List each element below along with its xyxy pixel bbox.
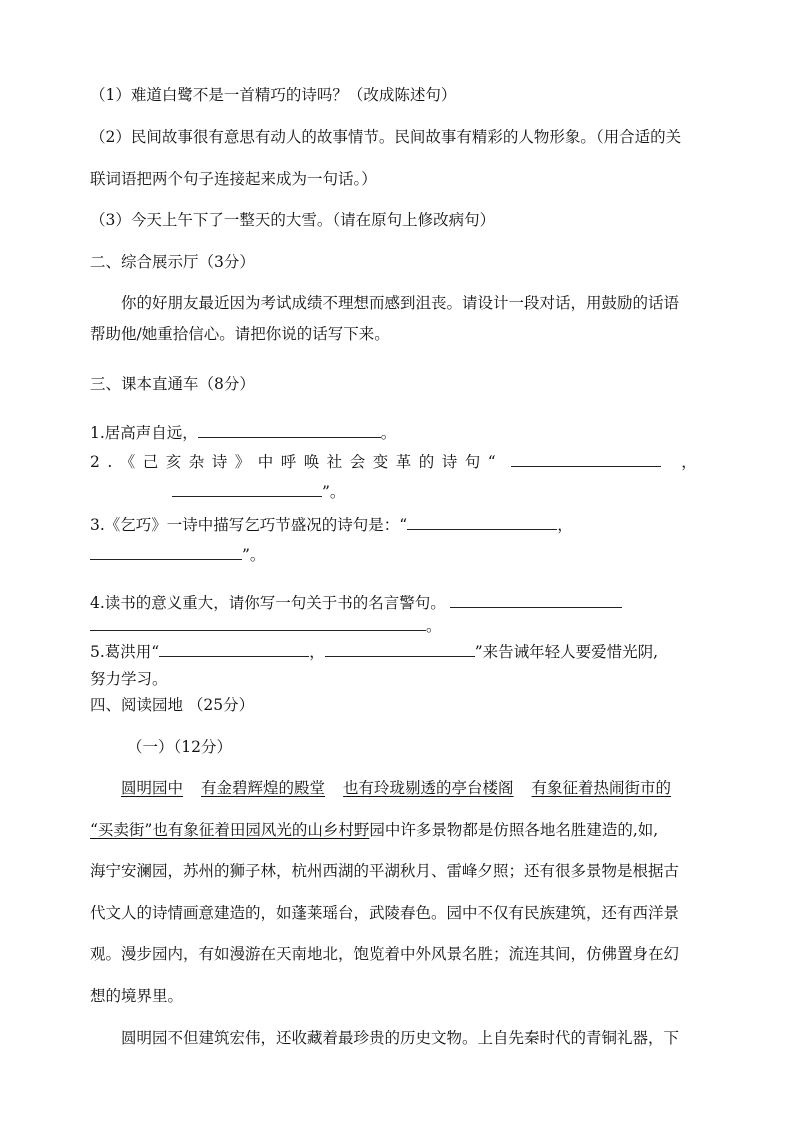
fill-4-blank-1[interactable] — [450, 593, 622, 608]
reading-line-5: 观。漫步园内，有如漫游在天南地北，饱览着中外风景名胜；流连其间，仿佛置身在幻 — [90, 945, 680, 963]
fill-4-prompt: 4.读书的意义重大，请你写一句关于书的名言警句。 — [90, 594, 446, 612]
fill-1-end: 。 — [380, 424, 397, 442]
reading-part-1-heading: （一）（12分） — [127, 738, 232, 756]
fill-item-5 — [90, 642, 658, 661]
fill-5-blank-2[interactable] — [325, 642, 475, 657]
fill-item-5-line-2: 努力学习。 — [90, 670, 168, 688]
fill-5-prompt: 5.葛洪用“ — [90, 643, 160, 661]
fill-item-3-line-2 — [90, 545, 265, 564]
section-4-heading: 四、阅读园地 （25分） — [90, 696, 255, 714]
fill-1-blank[interactable] — [198, 423, 381, 438]
reading-line-1-a: 圆明园中 — [121, 779, 184, 797]
fill-5-blank-1[interactable] — [159, 642, 309, 657]
reading-line-3: 海宁安澜园，苏州的狮子林，杭州西湖的平湖秋月、雷峰夕照；还有很多景物是根据古 — [90, 862, 680, 880]
fill-4-blank-2[interactable] — [90, 616, 426, 631]
section-3-heading: 三、课本直通车（8分） — [90, 375, 255, 393]
fill-4-end: 。 — [426, 617, 442, 635]
fill-3-comma: ， — [557, 516, 573, 534]
section-2-paragraph-line-2: 帮助他/她重拾信心。请把你说的话写下来。 — [90, 325, 390, 343]
fill-1-prompt: 1.居高声自远， — [90, 424, 198, 442]
fill-item-1 — [90, 423, 396, 442]
fill-item-2-line-2 — [172, 482, 345, 501]
fill-item-3 — [90, 515, 573, 534]
reading-line-1 — [121, 781, 671, 797]
fill-2-prompt: 2.《己亥杂诗》中呼唤社会变革的诗句“ — [90, 453, 504, 471]
fill-2-comma: ， — [681, 453, 697, 471]
question-2-line-2: 联词语把两个句子连接起来成为一句话。） — [90, 170, 377, 188]
question-3: （3）今天上午下了一整天的大雪。（请在原句上修改病句） — [90, 211, 496, 229]
question-1: （1）难道白鹭不是一首精巧的诗吗？（改成陈述句） — [90, 86, 457, 104]
fill-2-blank-2[interactable] — [172, 482, 322, 497]
fill-3-prompt: 3.《乞巧》一诗中描写乞巧节盛况的诗句是：“ — [90, 516, 408, 534]
reading-line-1-d: 有象征着热闹街市的 — [531, 779, 672, 797]
fill-item-4-line-2 — [90, 616, 442, 635]
fill-2-end: ”。 — [322, 483, 346, 501]
reading-line-6: 想的境界里。 — [90, 987, 184, 1005]
fill-2-blank-1[interactable] — [511, 452, 661, 467]
section-2-paragraph-line-1: 你的好朋友最近因为考试成绩不理想而感到沮丧。请设计一段对话，用鼓励的话语 — [121, 294, 680, 312]
section-2-heading: 二、综合展示厅（3分） — [90, 253, 255, 271]
fill-item-2 — [90, 452, 697, 471]
fill-item-4 — [90, 593, 622, 612]
reading-line-7: 圆明园不但建筑宏伟，还收藏着最珍贵的历史文物。上自先秦时代的青铜礼器，下 — [121, 1029, 680, 1047]
fill-3-blank-1[interactable] — [407, 515, 557, 530]
fill-5-tail: ”来告诫年轻人要爱惜光阴, — [474, 643, 659, 661]
reading-line-1-b: 有金碧辉煌的殿堂 — [201, 779, 326, 797]
reading-line-2 — [90, 823, 658, 839]
fill-5-comma: ， — [309, 643, 325, 661]
fill-3-blank-2[interactable] — [90, 545, 242, 560]
reading-line-1-c: 也有玲珑剔透的亭台楼阁 — [343, 779, 514, 797]
question-2-line-1: （2）民间故事很有意思有动人的故事情节。民间故事有精彩的人物形象。（用合适的关 — [90, 128, 682, 146]
fill-3-end: ”。 — [242, 546, 266, 564]
reading-line-2-underlined: “买卖街”也有象征着田园风光的山乡村野 — [90, 821, 370, 839]
reading-line-2-rest: 园中许多景物都是仿照各地名胜建造的,如, — [369, 821, 659, 839]
reading-line-4: 代文人的诗情画意建造的，如蓬莱瑶台，武陵春色。园中不仅有民族建筑，还有西洋景 — [90, 904, 680, 922]
